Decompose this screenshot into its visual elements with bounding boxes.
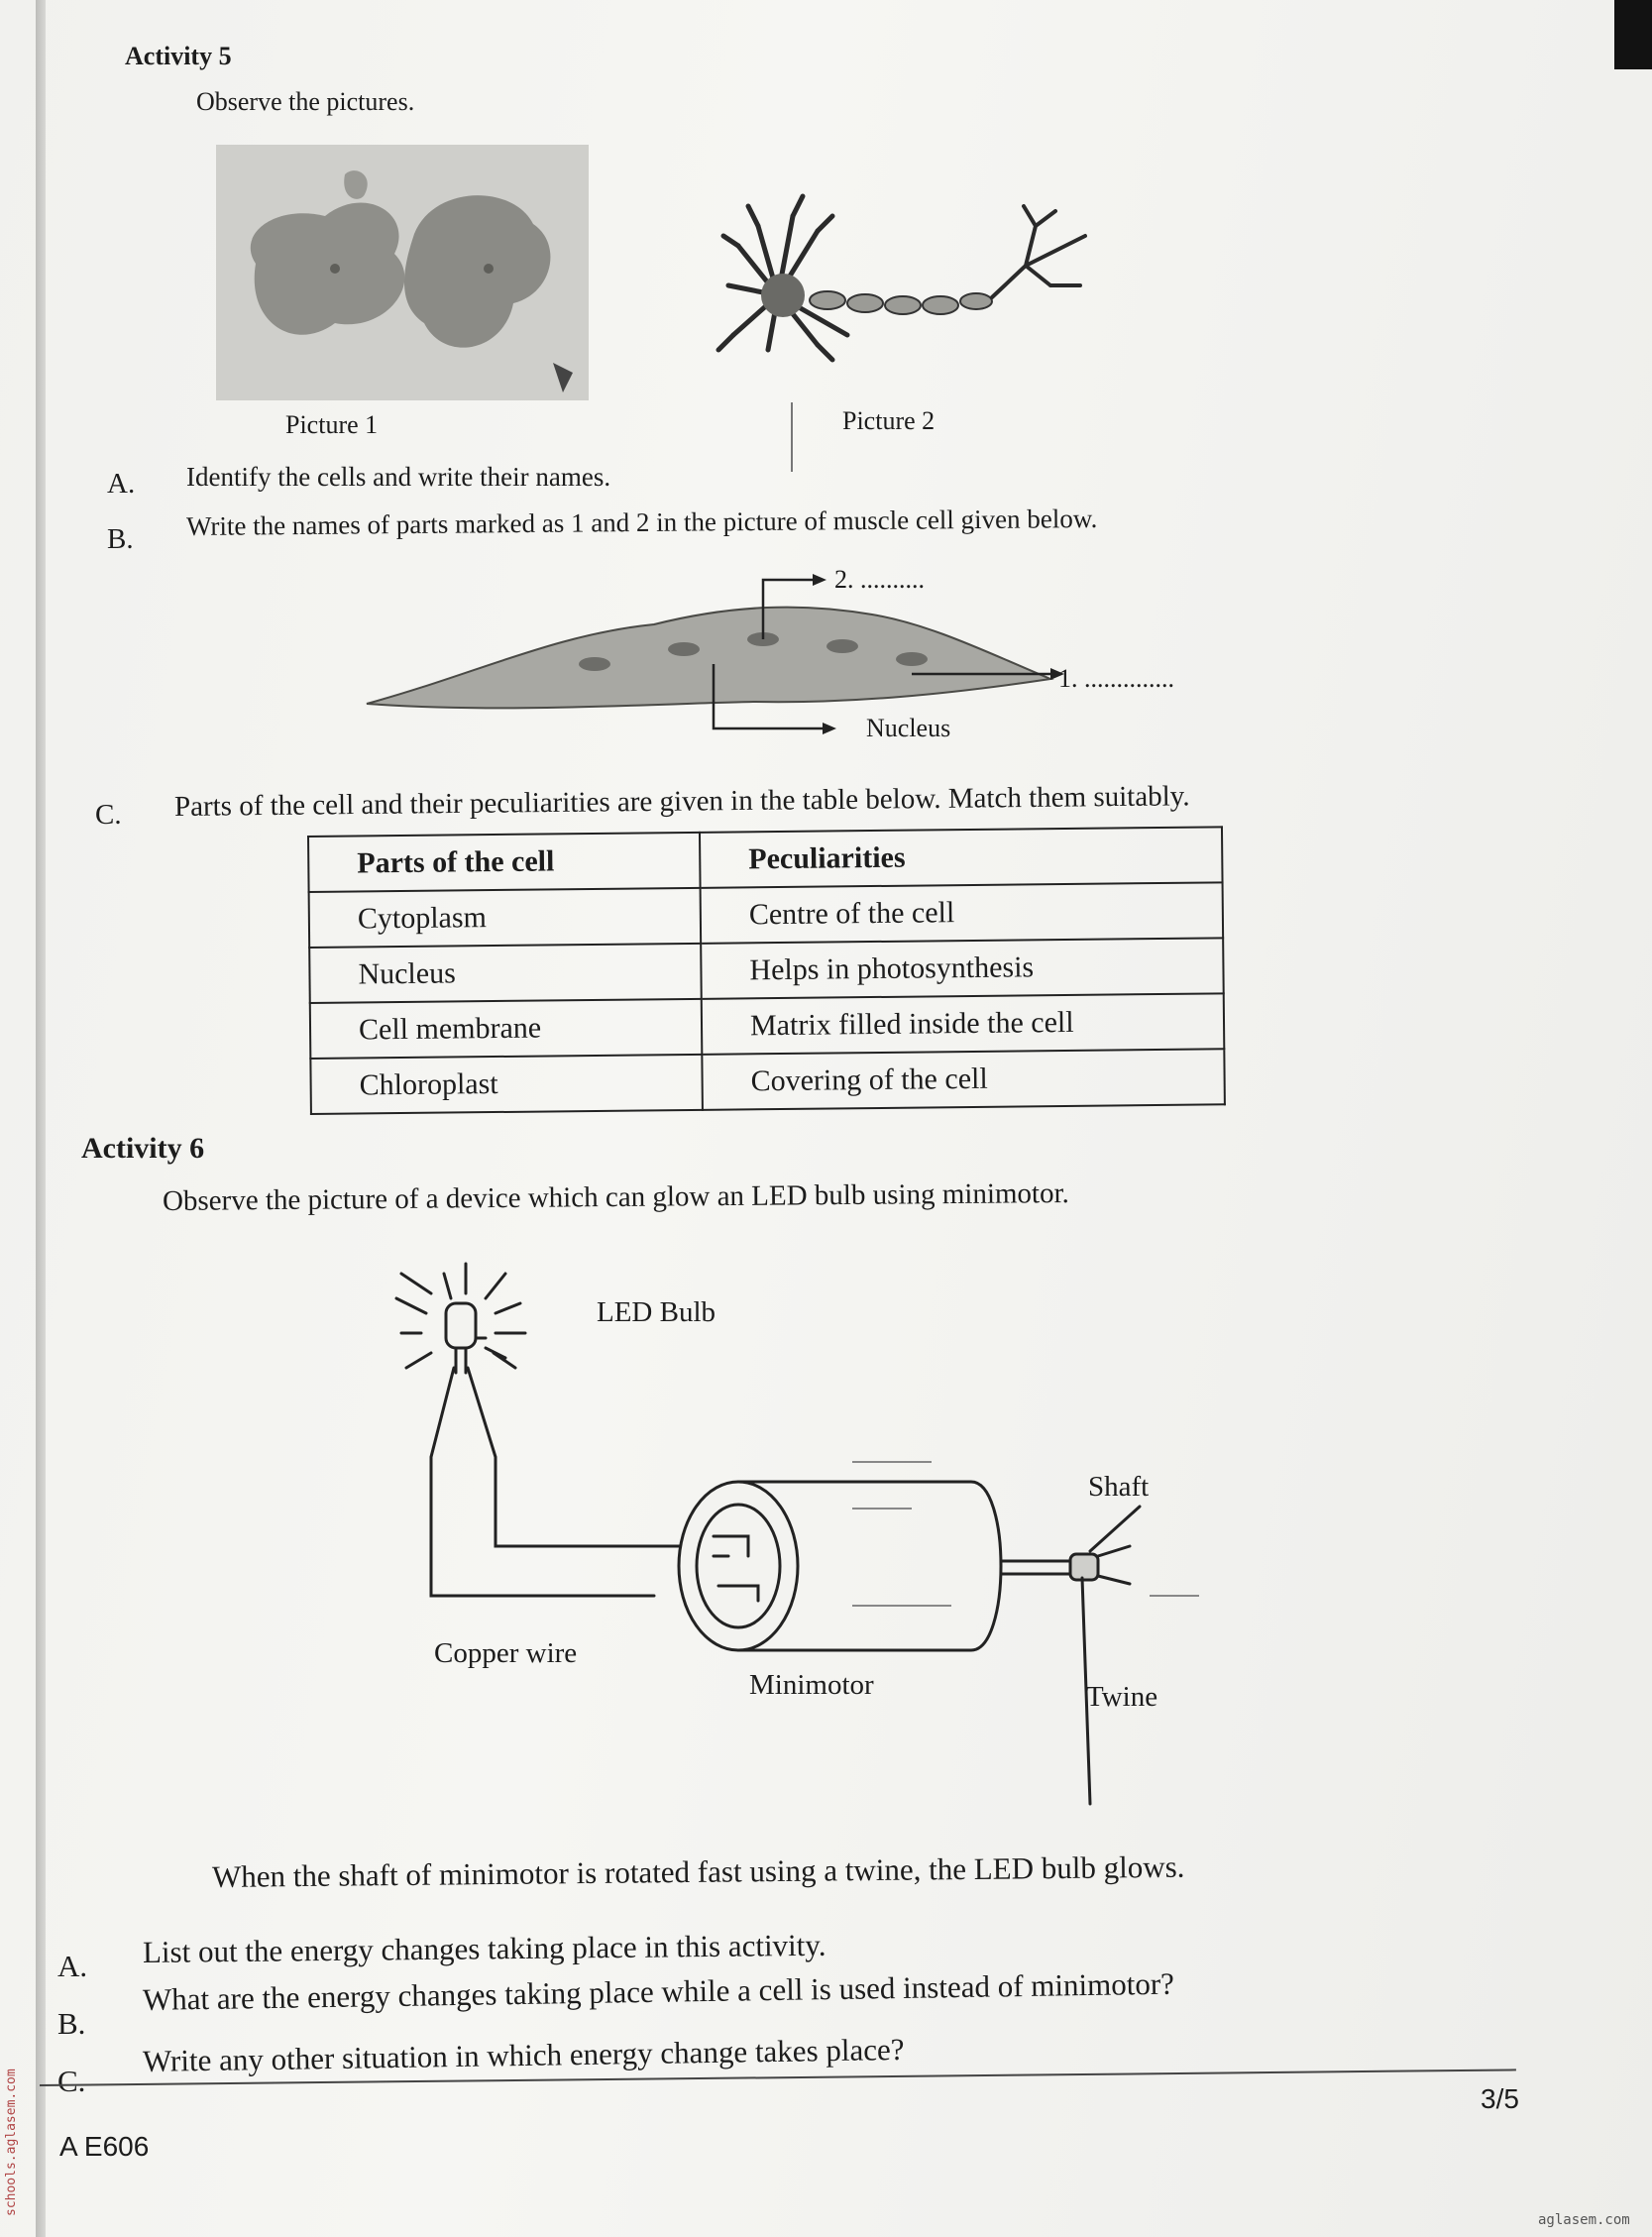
- picture1-image: [216, 145, 589, 400]
- label-twine: Twine: [1086, 1681, 1158, 1713]
- muscle-cell-diagram: [357, 555, 1229, 753]
- activity5-instruction: Observe the pictures.: [196, 87, 415, 116]
- table-cell: Centre of the cell: [701, 882, 1224, 944]
- muscle-label-nucleus: Nucleus: [866, 714, 951, 742]
- activity5-heading: Activity 5: [125, 42, 232, 70]
- table-header: Parts of the cell: [308, 833, 701, 892]
- activity6-heading: Activity 6: [81, 1132, 205, 1165]
- label-led-bulb: LED Bulb: [597, 1296, 716, 1328]
- question-a6-b-label: B.: [57, 2006, 86, 2041]
- muscle-label-2: 2. ..........: [834, 565, 925, 594]
- page-number: 3/5: [1481, 2083, 1519, 2114]
- label-minimotor: Minimotor: [749, 1669, 874, 1701]
- label-copper-wire: Copper wire: [434, 1637, 578, 1669]
- table-cell: Chloroplast: [310, 1055, 703, 1114]
- question-a5-c-label: C.: [95, 799, 122, 831]
- table-row: [309, 938, 1224, 1003]
- picture-divider: [791, 402, 793, 472]
- activity6-statement: When the shaft of minimotor is rotated fast using a twine, the LED bulb glows.: [211, 1848, 1185, 1894]
- table-row: [310, 1049, 1225, 1114]
- table-header: Peculiarities: [700, 827, 1223, 888]
- question-a5-a-text: Identify the cells and write their names.: [186, 462, 611, 492]
- table-row: [310, 993, 1225, 1059]
- question-a5-a-label: A.: [107, 468, 136, 500]
- binding-edge: [36, 0, 46, 2237]
- picture2-caption: Picture 2: [842, 406, 936, 435]
- question-a6-c-text: Write any other situation in which energy change takes place?: [142, 2031, 905, 2078]
- cell-parts-table: [307, 826, 1226, 1115]
- picture1-caption: Picture 1: [285, 410, 379, 439]
- side-watermark: schools.aglasem.com: [4, 2069, 19, 2216]
- table-cell: Cell membrane: [310, 999, 703, 1059]
- question-a6-b-text: What are the energy changes taking place while a cell is used instead of minimotor?: [142, 1965, 1175, 2017]
- table-cell: Nucleus: [309, 944, 702, 1003]
- corner-watermark: aglasem.com: [1538, 2212, 1630, 2228]
- label-shaft: Shaft: [1088, 1471, 1150, 1503]
- question-a5-b-label: B.: [107, 523, 134, 555]
- question-a5-b-text: Write the names of parts marked as 1 and 2 in the picture of muscle cell given below.: [185, 503, 1098, 541]
- table-header-row: [308, 827, 1223, 892]
- question-a6-a-text: List out the energy changes taking place in this activity.: [142, 1927, 826, 1969]
- table-cell: Cytoplasm: [309, 888, 702, 948]
- picture2-image: [709, 186, 1105, 365]
- question-a6-c-label: C.: [57, 2064, 86, 2098]
- table-cell: Covering of the cell: [702, 1049, 1225, 1110]
- activity6-instruction: Observe the picture of a device which can glow an LED bulb using minimotor.: [162, 1177, 1069, 1217]
- table-row: [309, 882, 1224, 948]
- table-cell: Helps in photosynthesis: [701, 938, 1224, 999]
- muscle-label-1: 1. ..............: [1058, 664, 1174, 693]
- minimotor-device-diagram: [377, 1259, 1229, 1814]
- corner-shadow: [1614, 0, 1652, 69]
- table-cell: Matrix filled inside the cell: [702, 993, 1225, 1055]
- question-a6-a-label: A.: [57, 1949, 88, 1983]
- question-a5-c-text: Parts of the cell and their peculiarities are given in the table below. Match them suitably.: [173, 780, 1190, 823]
- paper-code: A E606: [59, 2131, 150, 2162]
